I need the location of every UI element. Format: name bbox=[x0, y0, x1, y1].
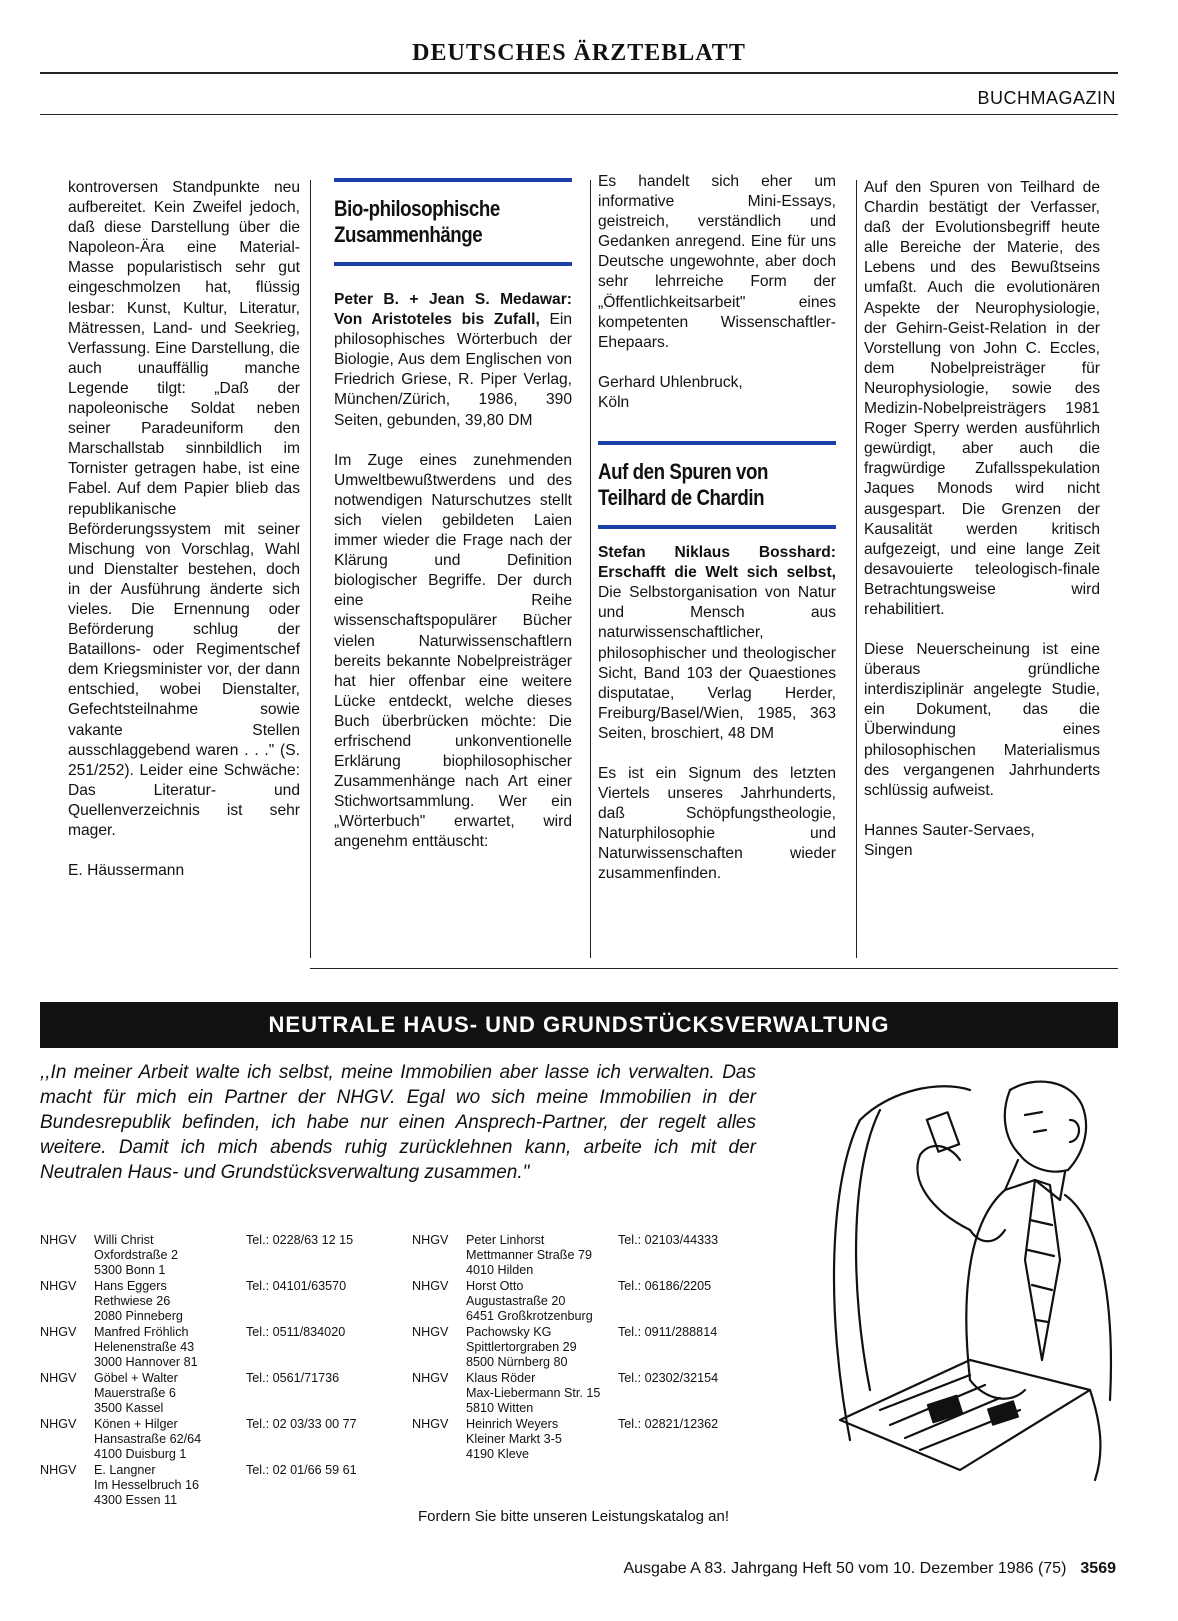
contact-city: 3500 Kassel bbox=[94, 1401, 164, 1415]
contact-name: Hans Eggers bbox=[94, 1279, 167, 1293]
bibliography bbox=[598, 543, 836, 744]
contact-street: Hansastraße 62/64 bbox=[94, 1432, 202, 1446]
ad-banner: NEUTRALE HAUS- UND GRUNDSTÜCKSVERWALTUNG bbox=[40, 1002, 1118, 1048]
contact-phone: Tel.: 0511/834020 bbox=[246, 1325, 346, 1339]
article-author: Hannes Sauter-Servaes, bbox=[864, 821, 1035, 839]
contact-street: Augustastraße 20 bbox=[466, 1294, 566, 1308]
contact-tag: NHGV bbox=[40, 1233, 77, 1247]
contact-street: Kleiner Markt 3-5 bbox=[466, 1432, 562, 1446]
page-footer bbox=[623, 1560, 1116, 1578]
contact-city: 4300 Essen 11 bbox=[94, 1493, 178, 1507]
bibliography bbox=[334, 290, 572, 431]
contact-phone: Tel.: 02821/12362 bbox=[618, 1417, 719, 1431]
article-text: Es handelt sich eher um informative Mini-Essays, geistreich, verständlich und Gedanken anregend. Eine für uns Deutsche ungewohnte, aber doch sehr lehrreiche Form der „Öffentlichkeitsarbeit" eines kompetenten Wissenschaftler-Ehepaars. bbox=[598, 173, 836, 351]
ad-quote: ,,In meiner Arbeit walte ich selbst, meine Immobilien aber lasse ich verwalten. Das macht für mich ein Partner der NHGV. Egal wo sich meine Immobilien in der Bundesrepublik befinden, ich habe nur einen Ansprech-Partner, der regelt alles weitere. Damit ich mich abends ruhig zurücklehnen kann, arbeite ich mit der Neutralen Haus- und Grundstücksverwaltung zusammen." bbox=[40, 1062, 756, 1183]
contact-street: Mauerstraße 6 bbox=[94, 1386, 176, 1400]
contact-phone: Tel.: 06186/2205 bbox=[618, 1279, 712, 1293]
contact-name: Pachowsky KG bbox=[466, 1325, 552, 1339]
headline-bar bbox=[598, 441, 836, 445]
article-author-city: Singen bbox=[864, 841, 913, 859]
articles-bottom-rule bbox=[310, 968, 1118, 969]
article-column-1 bbox=[68, 178, 300, 881]
contact-tag: NHGV bbox=[40, 1325, 77, 1339]
contact-street: Im Hesselbruch 16 bbox=[94, 1478, 199, 1492]
contact-name: Klaus Röder bbox=[466, 1371, 536, 1385]
contact-city: 6451 Großkrotzenburg bbox=[466, 1309, 593, 1323]
contact-tag: NHGV bbox=[412, 1233, 449, 1247]
headline-bar bbox=[334, 262, 572, 266]
column-divider bbox=[310, 180, 311, 958]
masthead-rule bbox=[40, 72, 1118, 74]
contact-name: Peter Linhorst bbox=[466, 1233, 545, 1247]
headline-line: Bio-philosophische bbox=[334, 196, 500, 221]
contact-name: E. Langner bbox=[94, 1463, 156, 1477]
contact-street: Oxfordstraße 2 bbox=[94, 1248, 178, 1262]
contact-street: Spittlertorgraben 29 bbox=[466, 1340, 577, 1354]
headline-bar bbox=[598, 525, 836, 529]
contact-tag: NHGV bbox=[40, 1279, 77, 1293]
bibliography-details: Die Selbstorganisation von Natur und Mensch aus naturwissenschaftlicher, philosophischer und theologischer Sicht, Band 103 der Quaestiones disputatae, Verlag Herder, Freiburg/Basel/Wien, 1985, 363 Seiten, broschiert, 48 DM bbox=[598, 584, 836, 742]
article-author: E. Häussermann bbox=[68, 862, 185, 880]
article-author: Gerhard Uhlenbruck, bbox=[598, 373, 743, 391]
contact-list-right bbox=[412, 1233, 782, 1473]
section-label: BUCHMAGAZIN bbox=[977, 88, 1116, 108]
ad-call-to-action: Fordern Sie bitte unseren Leistungskatalog an! bbox=[418, 1508, 730, 1525]
article-text: Es ist ein Signum des letzten Viertels unseres Jahrhunderts, daß Schöpfungstheologie, Naturphilosophie und Naturwissenschaften wieder zusammenfinden. bbox=[598, 764, 836, 883]
contact-tag: NHGV bbox=[40, 1463, 77, 1477]
bibliography-details: Ein philosophisches Wörterbuch der Biologie, Aus dem Englischen von Friedrich Griese, R. Piper Verlag, München/Zürich, 1986, 390 Seiten, gebunden, 39,80 DM bbox=[334, 311, 572, 429]
contact-city: 4190 Kleve bbox=[466, 1447, 530, 1461]
article-text: Auf den Spuren von Teilhard de Chardin bestätigt der Verfasser, daß der Evolutionsbegriff heute alle Bereiche der Materie, des Lebens und des Bewußtseins umfaßt. Auch die evolutionären Aspekte der Neurophysiologie, der Gehirn-Geist-Relation in der Vorstellung von John C. Eccles, dem Nobelpreisträger für Neurophysiologie, sowie des Medizin-Nobelpreisträgers 1981 Roger Sperry werden ausführlich gewürdigt, aber auch die fragwürdige Zufallsspekulation Jaques Monods wird nicht ausgespart. Die Grenzen der Kausalität werden kritisch aufgezeigt, und eine lange Zeit desavouierte teleologisch-finale Betrachtungsweise wird rehabilitiert. bbox=[864, 179, 1100, 618]
contact-phone: Tel.: 04101/63570 bbox=[246, 1279, 347, 1293]
contact-city: 4100 Duisburg 1 bbox=[94, 1447, 187, 1461]
contact-tag: NHGV bbox=[40, 1417, 77, 1431]
contact-name: Göbel + Walter bbox=[94, 1371, 178, 1385]
page-number: 3569 bbox=[1080, 1560, 1116, 1577]
column-divider bbox=[590, 180, 591, 958]
column-divider bbox=[856, 180, 857, 958]
contact-street: Rethwiese 26 bbox=[94, 1294, 171, 1308]
headline-line: Teilhard de Chardin bbox=[598, 485, 765, 511]
article-column-3 bbox=[598, 172, 836, 885]
contact-city: 5810 Witten bbox=[466, 1401, 534, 1415]
contact-city: 5300 Bonn 1 bbox=[94, 1263, 166, 1277]
contact-name: Horst Otto bbox=[466, 1279, 524, 1293]
contact-name: Willi Christ bbox=[94, 1233, 154, 1247]
masthead: DEUTSCHES ÄRZTEBLATT bbox=[412, 40, 746, 66]
headline-line: Zusammenhänge bbox=[334, 222, 483, 247]
contact-tag: NHGV bbox=[40, 1371, 77, 1385]
article-author-city: Köln bbox=[598, 393, 630, 411]
contact-phone: Tel.: 02302/32154 bbox=[618, 1371, 719, 1385]
contact-phone: Tel.: 02 03/33 00 77 bbox=[246, 1417, 357, 1431]
contact-tag: NHGV bbox=[412, 1417, 449, 1431]
contact-phone: Tel.: 02103/44333 bbox=[618, 1233, 719, 1247]
contact-street: Helenenstraße 43 bbox=[94, 1340, 195, 1354]
contact-phone: Tel.: 0228/63 12 15 bbox=[246, 1233, 354, 1247]
contact-phone: Tel.: 0561/71736 bbox=[246, 1371, 340, 1385]
contact-street: Max-Liebermann Str. 15 bbox=[466, 1386, 601, 1400]
contact-phone: Tel.: 02 01/66 59 61 bbox=[246, 1463, 357, 1477]
article-text: Im Zuge eines zunehmenden Umweltbewußtwerdens und des notwendigen Naturschutzes stellt sich vielen gebildeten Laien immer wieder die Frage nach der Klärung und Definition biologischer Begriffe. Der durch eine Reihe wissenschaftspopulärer Bücher vielen Naturwissenschaftlern bereits bekannte Nobelpreisträger hat hier offenbar eine weitere Lücke entdeckt, welche dieses Buch überbrücken möchte: Die erfrischend unkonventionelle Erklärung biophilosophischer Zusammenhänge nach Art einer Stichwortsammlung. Wer ein „Wörterbuch" erwartet, wird angenehm enttäuscht: bbox=[334, 451, 572, 851]
issue-info: Ausgabe A 83. Jahrgang Heft 50 vom 10. Dezember 1986 (75) bbox=[623, 1560, 1067, 1577]
contact-city: 8500 Nürnberg 80 bbox=[466, 1355, 568, 1369]
contact-name: Könen + Hilger bbox=[94, 1417, 178, 1431]
contact-list-left bbox=[40, 1233, 410, 1513]
contact-name: Heinrich Weyers bbox=[466, 1417, 559, 1431]
man-reading-illustration bbox=[820, 1060, 1120, 1500]
article-column-2 bbox=[334, 178, 572, 853]
contact-city: 4010 Hilden bbox=[466, 1263, 534, 1277]
bibliography-title: Peter B. + Jean S. Medawar: Von Aristoteles bis Zufall, bbox=[334, 291, 572, 329]
article-text: Diese Neuerscheinung ist eine überaus gründliche interdisziplinär angelegte Studie, ein Dokument, das die Überwindung eines philosophischen Materialismus des vergangenen Jahrhunderts schlüssig aufweist. bbox=[864, 641, 1100, 799]
headline bbox=[334, 196, 577, 248]
section-rule bbox=[40, 114, 1118, 115]
contact-street: Mettmanner Straße 79 bbox=[466, 1248, 592, 1262]
contact-tag: NHGV bbox=[412, 1279, 449, 1293]
contact-tag: NHGV bbox=[412, 1371, 449, 1385]
article-column-4 bbox=[864, 178, 1100, 861]
contact-city: 3000 Hannover 81 bbox=[94, 1355, 198, 1369]
contact-name: Manfred Fröhlich bbox=[94, 1325, 189, 1339]
contact-city: 2080 Pinneberg bbox=[94, 1309, 183, 1323]
headline-line: Auf den Spuren von bbox=[598, 459, 768, 485]
article-text: kontroversen Standpunkte neu aufbereitet. Kein Zweifel jedoch, daß diese Darstellung über die Napoleon-Ära eine Material-Masse popularistisch sehr gut eingeschmolzen hat, flüssig lesbar: Kunst, Kultur, Literatur, Mätressen, Land- und Seekrieg, Verfassung. Eine Darstellung, die auch unauffällig manche Legende tilgt: „Daß der napoleonische Soldat neben seiner Paradeuniform den Marschallstab sinnbildlich im Tornister getragen habe, ist eine Fabel. Auf dem Papier blieb das republikanische Beförderungssystem mit seiner Mischung von Vorschlag, Wahl und Dienstalter bestehen, doch in der Ausführung änderte sich vieles. Die Ernennung oder Beförderung schlug der Bataillons- oder Regimentschef dem Kriegsminister vor, der dann entschied, wobei Dienstalter, Gefechtsteilnahme sowie vakante Stellen ausschlaggebend waren . . ." (S. 251/252). Leider eine Schwäche: Das Literatur- und Quellenverzeichnis ist sehr mager. bbox=[68, 179, 300, 839]
contact-phone: Tel.: 0911/288814 bbox=[618, 1325, 718, 1339]
headline-bar bbox=[334, 178, 572, 182]
bibliography-title: Stefan Niklaus Bosshard: Erschafft die Welt sich selbst, bbox=[598, 544, 836, 582]
contact-tag: NHGV bbox=[412, 1325, 449, 1339]
headline bbox=[598, 459, 841, 511]
